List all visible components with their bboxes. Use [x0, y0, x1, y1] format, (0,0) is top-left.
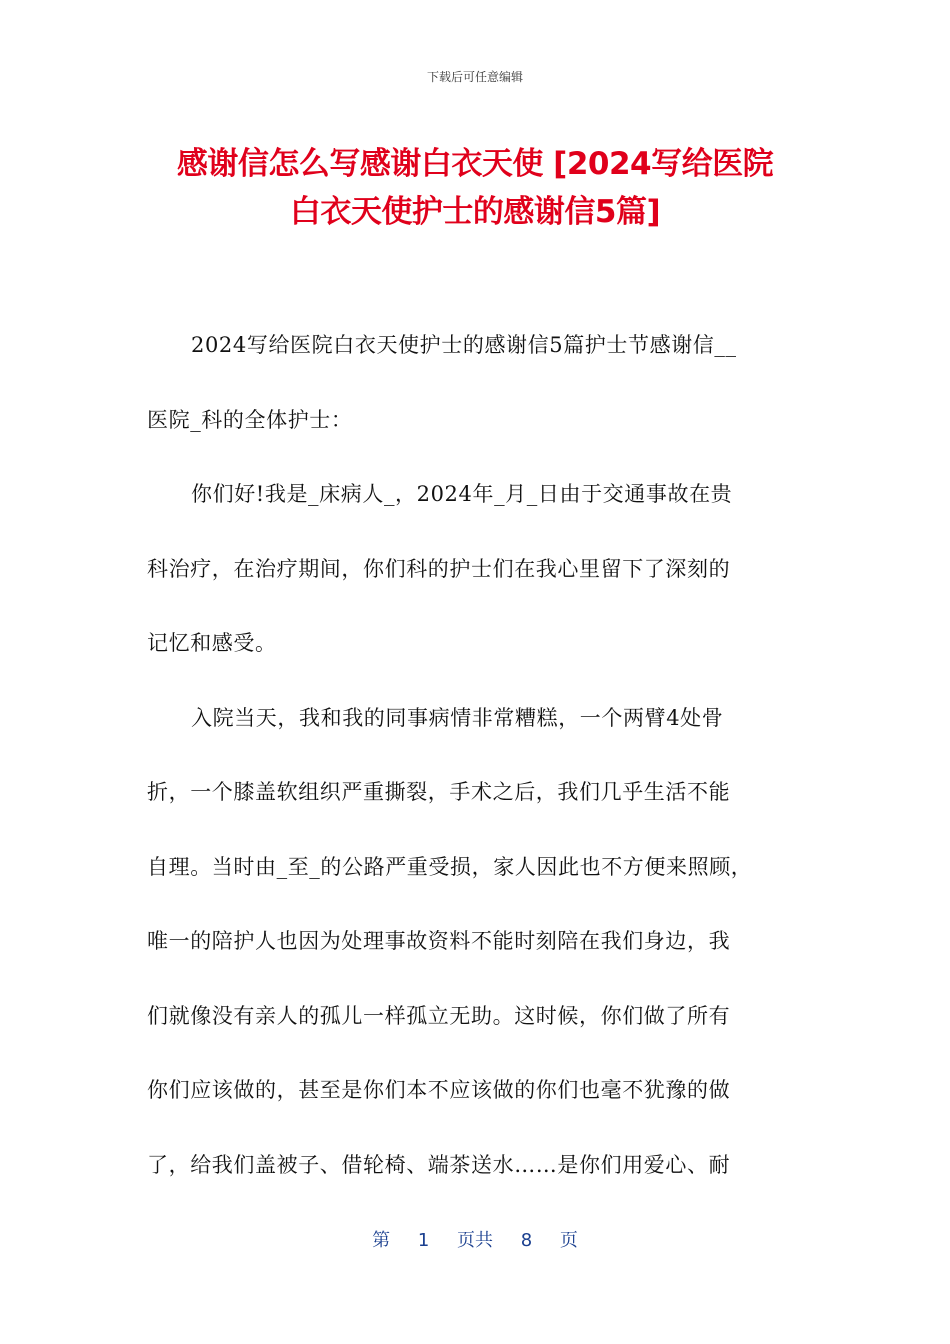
letter-body: [147, 318, 807, 1212]
paragraph-line: 你们好!我是_床病人_，2024年_月_日由于交通事故在贵: [191, 482, 733, 506]
paragraph-line: 折，一个膝盖软组织严重撕裂，手术之后，我们几乎生活不能: [147, 780, 731, 804]
paragraph-line: 医院_科的全体护士：: [147, 407, 353, 432]
page-footer: [0, 1226, 950, 1252]
footer-total-pages: 8: [520, 1230, 533, 1251]
document-title: [120, 140, 830, 236]
footer-suffix: 页: [559, 1230, 578, 1251]
paragraph-line: 了，给我们盖被子、借轮椅、端茶送水……是你们用爱心、耐: [147, 1152, 731, 1177]
paragraph-line: 唯一的陪护人也因为处理事故资料不能时刻陪在我们身边，我: [147, 929, 731, 953]
header-note: 下载后可任意编辑: [426, 70, 523, 84]
paragraph-line: 们就像没有亲人的孤儿一样孤立无助。这时候，你们做了所有: [147, 1003, 731, 1028]
title-line-2: 白衣天使护士的感谢信5篇]: [289, 194, 661, 230]
paragraph-line: 你们应该做的，甚至是你们本不应该做的你们也毫不犹豫的做: [147, 1078, 731, 1102]
title-line-1: 感谢信怎么写感谢白衣天使 [2024写给医院: [176, 146, 774, 182]
footer-middle: 页共: [457, 1230, 493, 1251]
paragraph-line: 入院当天，我和我的同事病情非常糟糕，一个两臂4处骨: [191, 705, 724, 730]
paragraph-line: 2024写给医院白衣天使护士的感谢信5篇护士节感谢信__: [191, 333, 737, 357]
paragraph-line: 记忆和感受。: [147, 631, 277, 655]
paragraph-line: 自理。当时由_至_的公路严重受损，家人因此也不方便来照顾，: [147, 854, 753, 879]
paragraph-line: 科治疗，在治疗期间，你们科的护士们在我心里留下了深刻的: [147, 556, 731, 581]
footer-prefix: 第: [372, 1230, 391, 1251]
footer-current-page: 1: [417, 1230, 430, 1251]
